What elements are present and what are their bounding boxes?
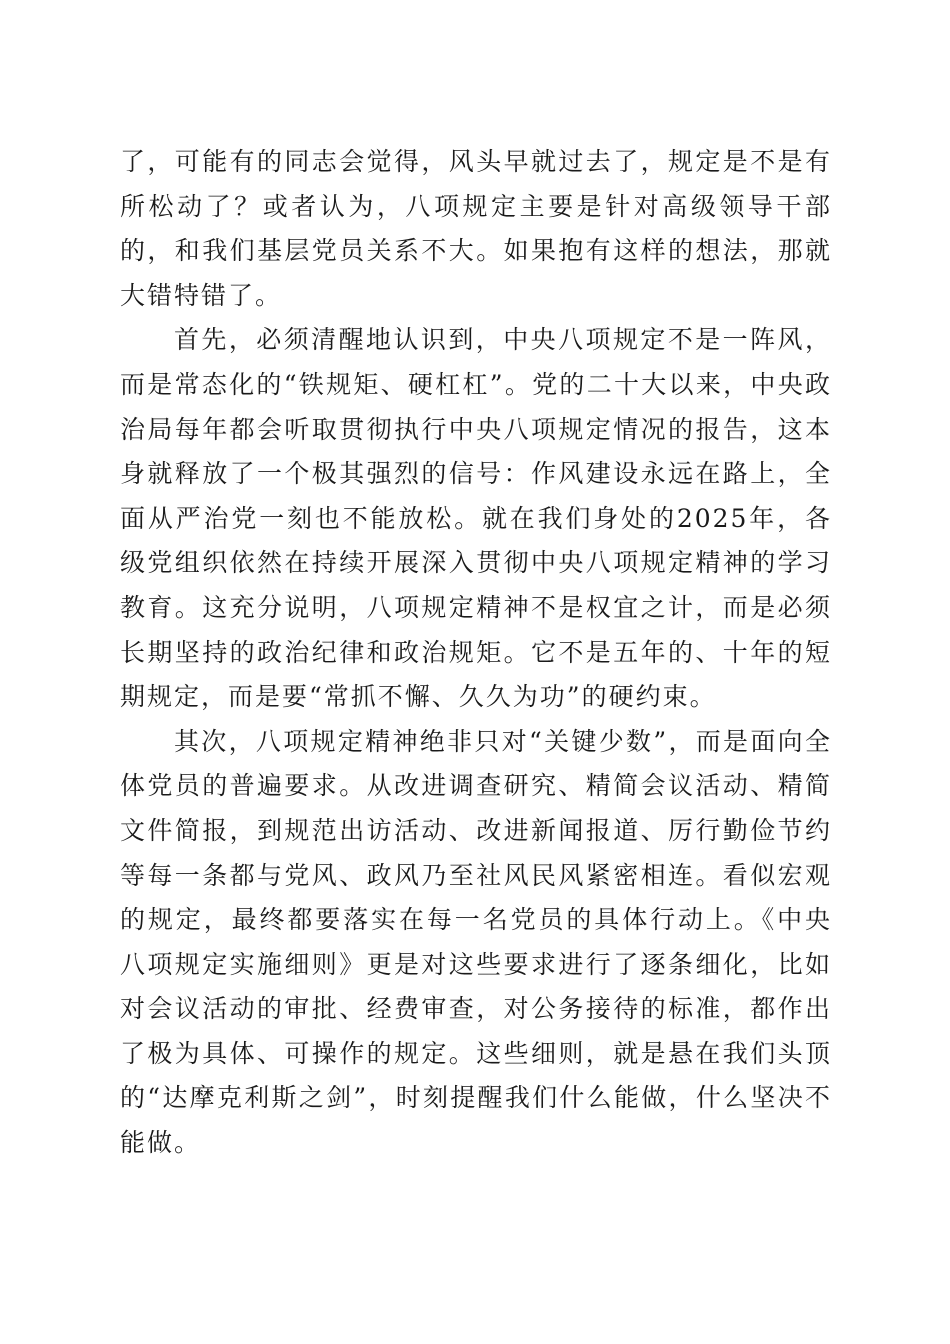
paragraph-continuation: 了，可能有的同志会觉得，风头早就过去了，规定是不是有所松动了？或者认为，八项规定主要是针对高级领导干部的，和我们基层党员关系不大。如果抱有这样的想法，那就大错特错了。 [120, 147, 832, 310]
document-body [120, 140, 832, 1166]
paragraph-second-point: 其次，八项规定精神绝非只对“关键少数”，而是面向全体党员的普遍要求。从改进调查研究、精简会议活动、精简文件简报，到规范出访活动、改进新闻报道、厉行勤俭节约等每一条都与党风、政风乃至社风民风紧密相连。看似宏观的规定，最终都要落实在每一名党员的具体行动上。《中央八项规定实施细则》更是对这些要求进行了逐条细化，比如对会议活动的审批、经费审查，对公务接待的标准，都作出了极为具体、可操作的规定。这些细则，就是悬在我们头顶的“达摩克利斯之剑”，时刻提醒我们什么能做，什么坚决不能做。 [120, 726, 832, 1158]
paragraph-first-point: 首先，必须清醒地认识到，中央八项规定不是一阵风，而是常态化的“铁规矩、硬杠杠”。党的二十大以来，中央政治局每年都会听取贯彻执行中央八项规定情况的报告，这本身就释放了一个极其强烈的信号：作风建设永远在路上，全面从严治党一刻也不能放松。就在我们身处的2025年，各级党组织依然在持续开展深入贯彻中央八项规定精神的学习教育。这充分说明，八项规定精神不是权宜之计，而是必须长期坚持的政治纪律和政治规矩。它不是五年的、十年的短期规定，而是要“常抓不懈、久久为功”的硬约束。 [120, 325, 832, 712]
